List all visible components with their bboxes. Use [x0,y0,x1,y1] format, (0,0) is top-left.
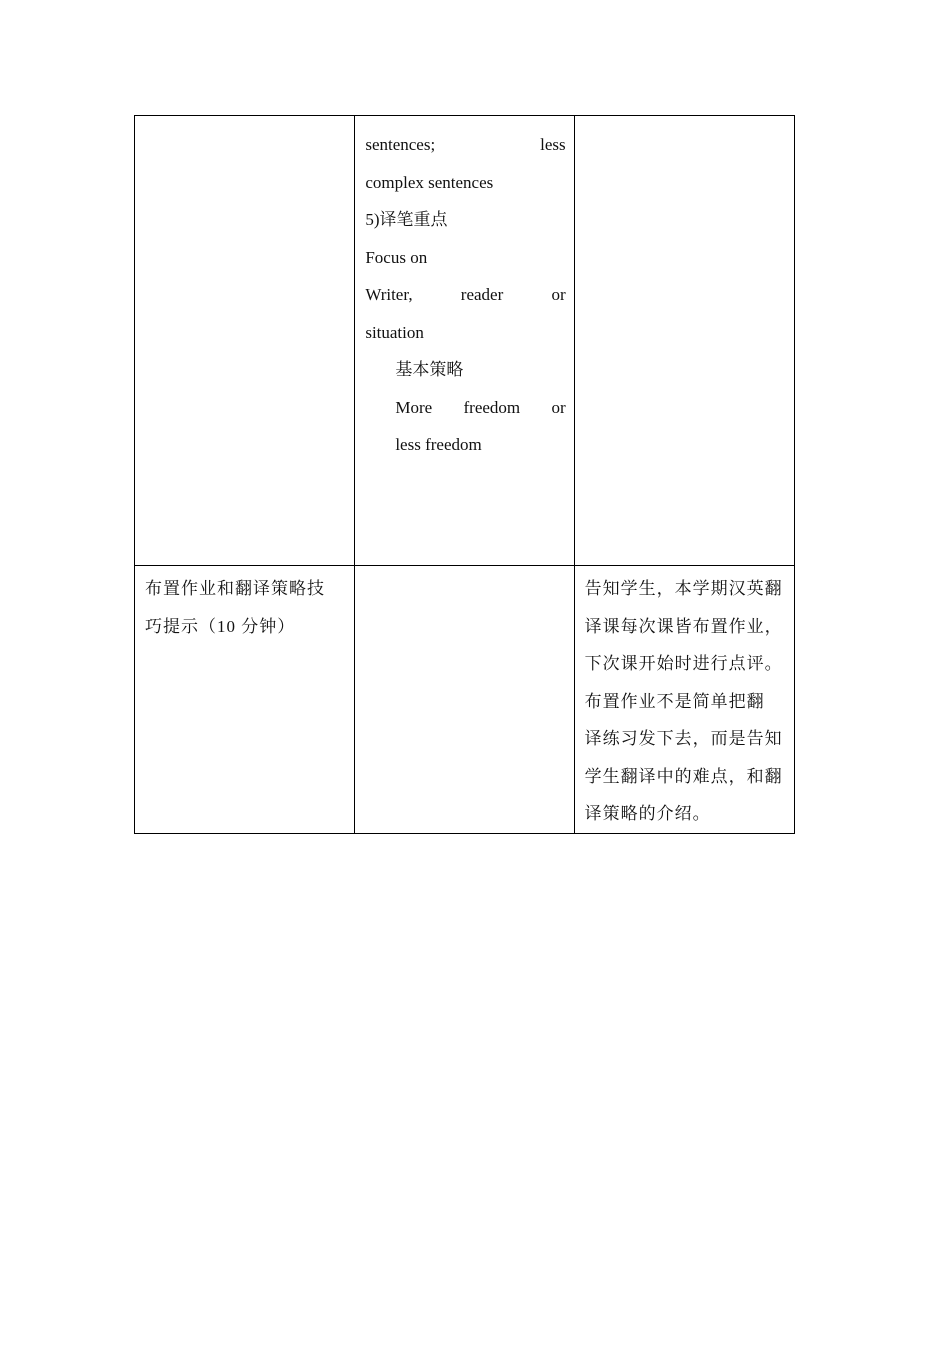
table-cell-stage [135,116,355,566]
content-line: Writer, reader or [365,285,566,304]
table-row [135,566,795,834]
notes-line: 学生翻译中的难点，和翻 [584,766,783,786]
table-cell-notes [574,566,794,834]
content-line: More freedom or [395,397,566,417]
stage-line: 布置作业和翻译策略技 [145,579,325,598]
notes-line: 译策略的介绍。 [584,804,711,823]
content-line: complex sentences [365,172,494,192]
content-line: less freedom [395,435,482,454]
cell-text [575,116,794,126]
notes-line: 译课每次课皆布置作业， [584,616,783,636]
table-cell-notes [574,116,794,566]
content-line: sentences; less [365,135,566,154]
lesson-plan-table [134,115,795,834]
content-line: Focus on [365,247,428,267]
notes-line: 译练习发下去，而是告知 [584,729,783,748]
stage-line: 巧提示（10 分钟） [145,616,296,636]
table-cell-stage [135,566,355,834]
notes-line: 告知学生，本学期汉英翻 [584,579,783,598]
table-row [135,116,795,566]
table-cell-content [355,116,574,566]
cell-text [355,566,573,570]
table-cell-content [355,566,574,834]
content-line: 基本策略 [395,360,464,379]
content-line: situation [365,322,424,342]
content-line: 5)译笔重点 [365,210,448,229]
notes-line: 下次课开始时进行点评。 [584,654,783,673]
cell-text [135,116,354,126]
notes-line: 布置作业不是简单把翻 [584,691,765,711]
